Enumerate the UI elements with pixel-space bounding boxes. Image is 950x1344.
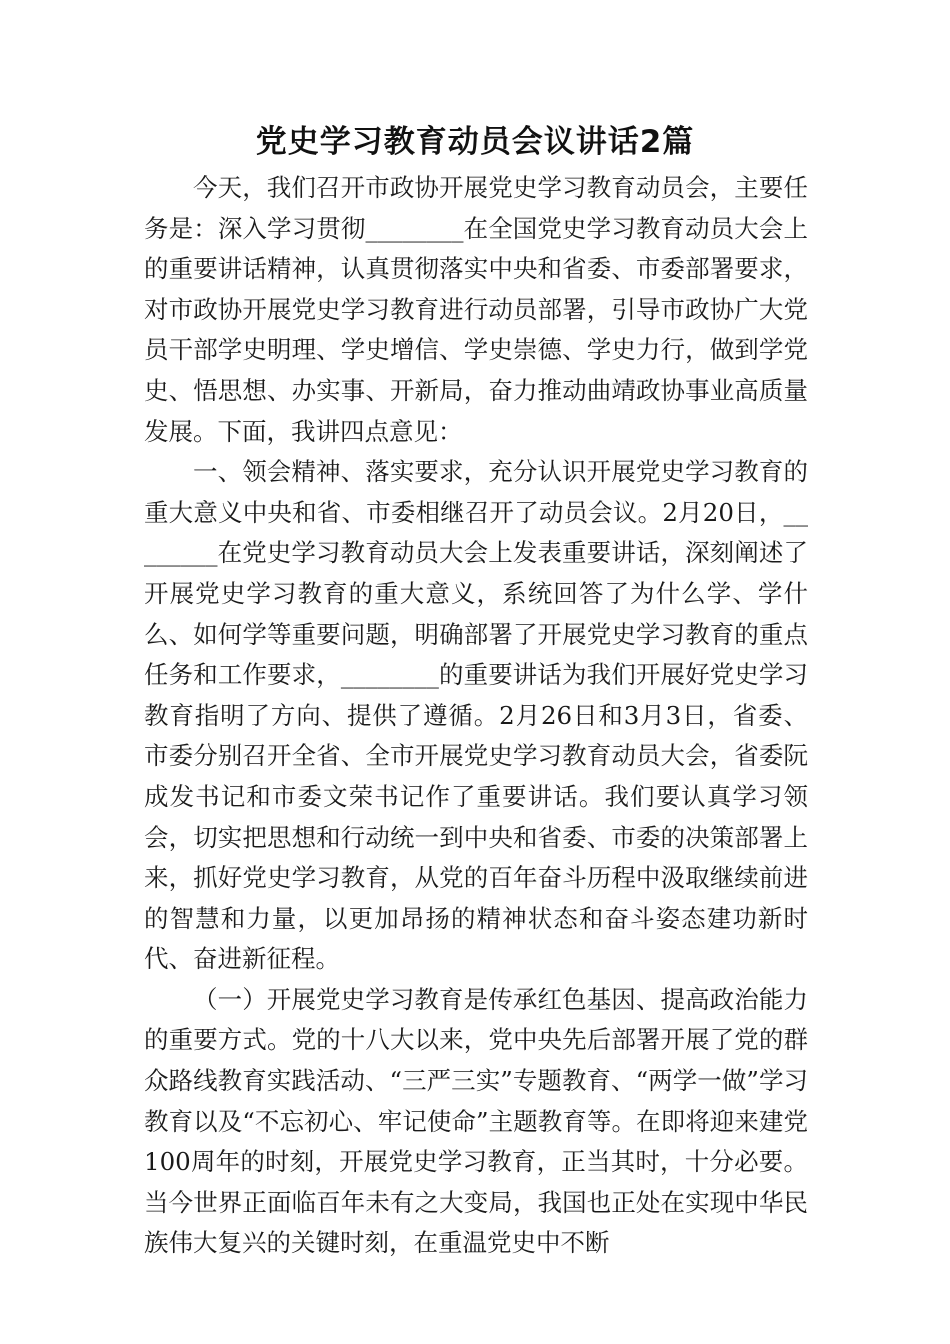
paragraph-section-one: 一、领会精神、落实要求，充分认识开展党史学习教育的重大意义中央和省、市委相继召开了动员会议。2月20日，________在党史学习教育动员大会上发表重要讲话，深刻阐述了开展党史学习教育的重大意义，系统回答了为什么学、学什么、如何学等重要问题，明确部署了开展党史学习教育的重点任务和工作要求，________的重要讲话为我们开展好党史学习教育指明了方向、提供了遵循。2月26日和3月3日，省委、市委分别召开全省、全市开展党史学习教育动员大会，省委阮成发书记和市委文荣书记作了重要讲话。我们要认真学习领会，切实把思想和行动统一到中央和省委、市委的决策部署上来，抓好党史学习教育，从党的百年奋斗历程中汲取继续前进的智慧和力量，以更加昂扬的精神状态和奋斗姿态建功新时代、奋进新征程。 [144,457,808,974]
paragraph-subsection-one: （一）开展党史学习教育是传承红色基因、提高政治能力的重要方式。党的十八大以来，党中央先后部署开展了党的群众路线教育实践活动、“三严三实”专题教育、“两学一做”学习教育以及“不忘初心、牢记使命”主题教育等。在即将迎来建党100周年的时刻，开展党史学习教育，正当其时，十分必要。当今世界正面临百年未有之大变局，我国也正处在实现中华民族伟大复兴的关键时刻，在重温党史中不断 [144,984,808,1258]
document-body [144,168,808,1264]
paragraph-intro: 今天，我们召开市政协开展党史学习教育动员会，主要任务是：深入学习贯彻________在全国党史学习教育动员大会上的重要讲话精神，认真贯彻落实中央和省委、市委部署要求，对市政协开展党史学习教育进行动员部署，引导市政协广大党员干部学史明理、学史增信、学史崇德、学史力行，做到学党史、悟思想、办实事、开新局，奋力推动曲靖政协事业高质量发展。下面，我讲四点意见： [144,173,808,446]
document-title: 党史学习教育动员会议讲话2篇 [255,124,695,160]
